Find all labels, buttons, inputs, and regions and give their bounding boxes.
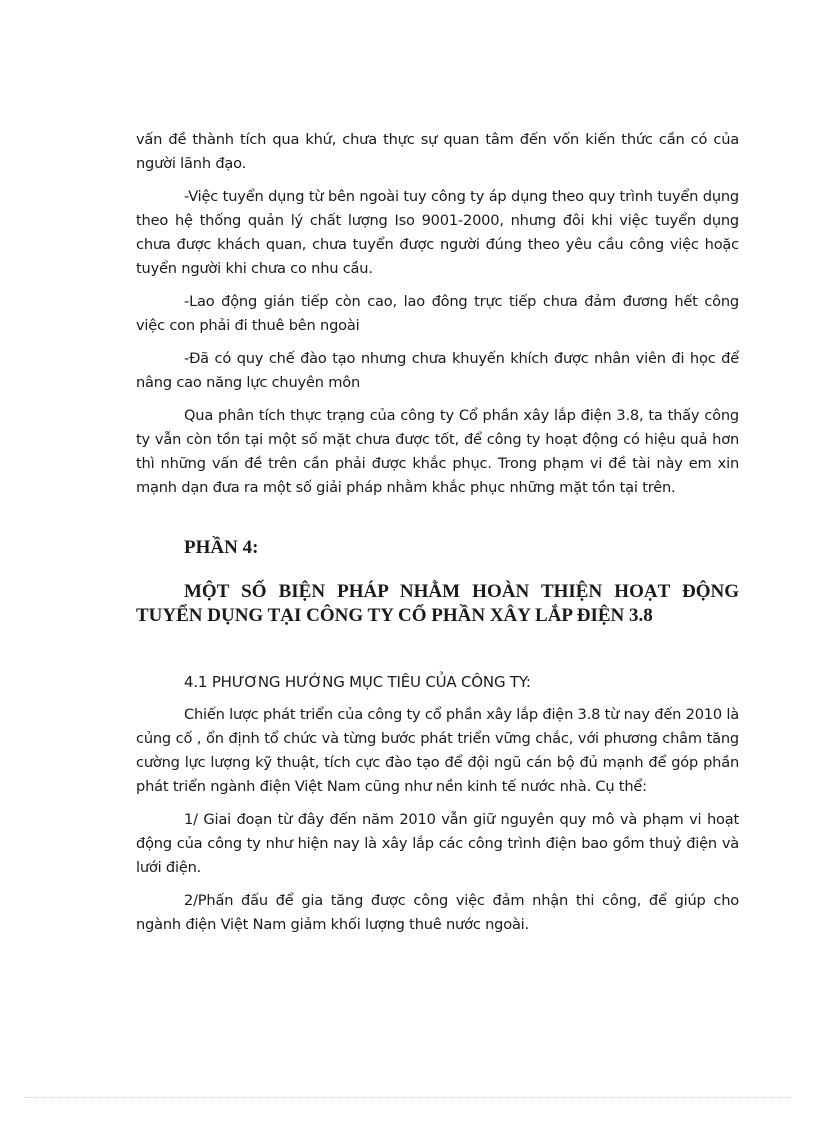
paragraph-external-recruitment: -Việc tuyển dụng từ bên ngoài tuy công ty áp dụng theo quy trình tuyển dụng theo hệ thống quản lý chất lượng Iso 9001-2000, nhưng đôi khi việc tuyển dụng chưa được khách quan, chưa tuyển được người đúng theo yêu cầu công việc hoặc tuyển người khi chưa co nhu cầu. bbox=[136, 188, 739, 277]
part-label: PHẦN 4: bbox=[184, 537, 259, 558]
section-heading: 4.1 PHƯƠNG HƯỚNG MỤC TIÊU CỦA CÔNG TY: bbox=[184, 673, 531, 691]
paragraph-strategy: Chiến lược phát triển của công ty cổ phần xây lắp điện 3.8 từ nay đến 2010 là củng cố , ổn định tổ chức và từng bước phát triển vững chắc, với phương châm tăng cường lực lượng kỹ thuật, tích cực đào tạo để đội ngũ cán bộ đủ mạnh để góp phần phát triển ngành điện Việt Nam cũng như nền kinh tế nước nhà. Cụ thể: bbox=[136, 706, 739, 795]
paragraph-goal-2: 2/Phấn đấu để gia tăng được công việc đảm nhận thi công, để giúp cho ngành điện Việt Nam giảm khối lượng thuê nước ngoài. bbox=[136, 892, 739, 933]
paragraph-analysis-summary: Qua phân tích thực trạng của công ty Cổ phần xây lắp điện 3.8, ta thấy công ty vẫn còn tồn tại một số mặt chưa được tốt, để công ty hoạt động có hiệu quả hơn thì những vấn đề trên cần phải được khắc phục. Trong phạm vi đề tài này em xin mạnh dạn đưa ra một số giải pháp nhằm khắc phục những mặt tồn tại trên. bbox=[136, 407, 739, 496]
paragraph-indirect-labor: -Lao động gián tiếp còn cao, lao đông trực tiếp chưa đảm đương hết công việc con phải đi thuê bên ngoài bbox=[136, 293, 739, 334]
part-title: MỘT SỐ BIỆN PHÁP NHẰM HOÀN THIỆN HOẠT ĐỘNG TUYỂN DỤNG TẠI CÔNG TY CỔ PHẦN XÂY LẮP ĐIỆN 3.8 bbox=[136, 581, 739, 626]
document-page bbox=[136, 128, 739, 946]
paragraph-goal-1: 1/ Giai đoạn từ đây đến năm 2010 vẫn giữ nguyên quy mô và phạm vi hoạt động của công ty như hiện nay là xây lắp các công trình điện bao gồm thuỷ điện và lưới điện. bbox=[136, 811, 739, 876]
paragraph-training-policy: -Đã có quy chế đào tạo nhưng chưa khuyến khích được nhân viên đi học để nâng cao năng lực chuyên môn bbox=[136, 350, 739, 391]
page-footer-divider bbox=[24, 1097, 792, 1098]
paragraph-continuation: vấn đề thành tích qua khứ, chưa thực sự quan tâm đến vốn kiến thức cần có của người lãnh đạo. bbox=[136, 131, 739, 172]
